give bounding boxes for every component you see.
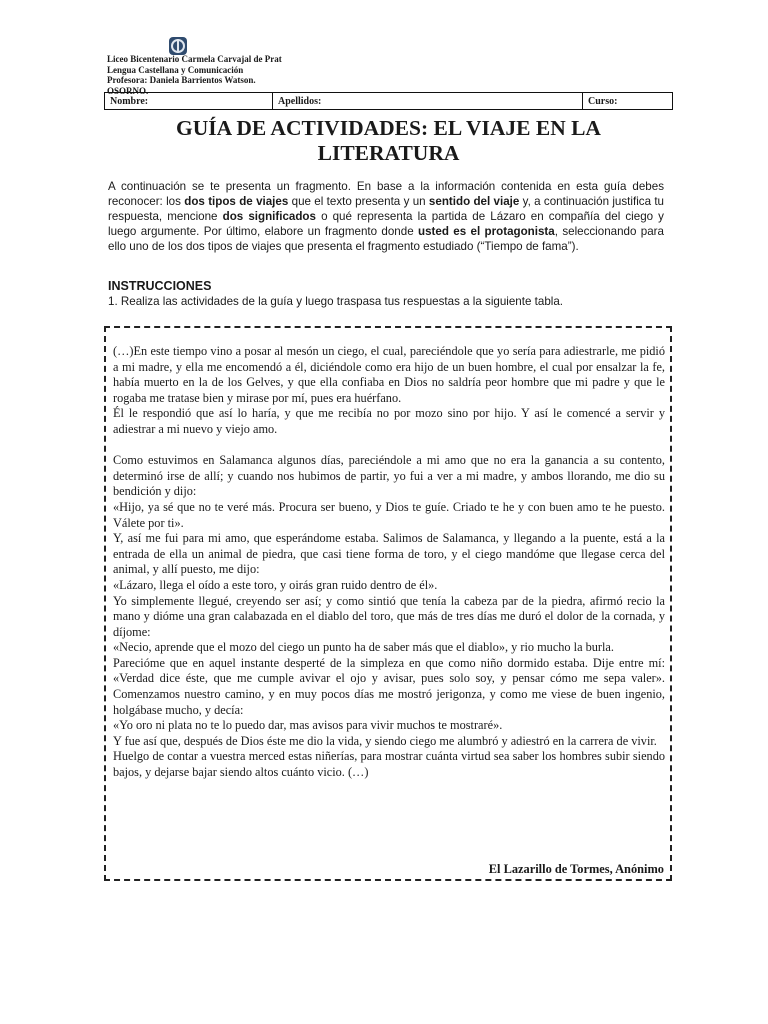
passage-paragraph-4: «Hijo, ya sé que no te veré más. Procura ser bueno, y Dios te guíe. Criado te he y con buen amo te he puesto. Válete por ti». (113, 499, 665, 530)
instructions-heading: INSTRUCCIONES (108, 279, 212, 293)
passage-paragraph-8: «Necio, aprende que el mozo del ciego un punto ha de saber más que el diablo», y rio mucho la burla. (113, 640, 614, 655)
intro-bold-1: dos tipos de viajes (184, 195, 289, 208)
passage-paragraph-1: (…)En este tiempo vino a posar al mesón un ciego, el cual, pareciéndole que yo sería para adiestrarle, me pidió a mi madre, y ella me encomendó a él, diciéndole como era hijo de un buen hombre, el cual por ensalzar la fe, había muerto en la de los Gelves, y que ella confiaba en Dios no saldría peor hombre que mi padre y que le rogaba me tratase bien y mirase por mí, pues era huérfano. (113, 344, 665, 405)
teacher-name: Profesora: Daniela Barrientos Watson. (107, 75, 256, 85)
school-crest-icon (168, 36, 188, 56)
school-header (107, 54, 282, 96)
passage-source: El Lazarillo de Tormes, Anónimo (488, 862, 664, 876)
intro-paragraph (108, 179, 664, 254)
city-name: OSORNO. (107, 85, 149, 96)
intro-text-1: A continuación se te presenta un fragmento. En base a la información contenida en esta guía debes reconocer: los (108, 180, 664, 208)
passage-paragraph-2: Él le respondió que así lo haría, y que me recibía no por mozo sino por hijo. Y así le comencé a servir y adiestrar a mi nuevo y viejo amo. (113, 406, 665, 436)
passage-text (113, 344, 665, 781)
student-info-row (104, 92, 673, 110)
passage-paragraph-9: Parecióme que en aquel instante desperté de la simpleza en que como niño dormido estaba. Dije entre mí: «Verdad dice éste, que me cumple avivar el ojo y avisar, pues solo soy, y pensar cómo me sepa valer». Comenzamos nuestro camino, y en muy pocos días me mostró jerigonza, y como me viese de buen ingenio, holgábase mucho, y decía: (113, 655, 665, 717)
page-title (104, 116, 673, 166)
passage-paragraph-7: Yo simplemente llegué, creyendo ser así; y como sintió que tenía la cabeza par de la piedra, afirmó recio la mano y dióme una gran calabazada en el diablo del toro, que más de tres días me duró el dolor de la cornada, y díjome: (113, 593, 665, 639)
passage-paragraph-6: «Lázaro, llega el oído a este toro, y oirás gran ruido dentro de él». (113, 577, 438, 592)
paragraph-gap (113, 438, 665, 454)
intro-bold-2: sentido del viaje (428, 195, 520, 208)
intro-text-4: o qué representa la partida de Lázaro en compañía del ciego y luego argumente. Por último, elabore un fragmento donde (108, 210, 664, 238)
surname-field[interactable]: Apellidos: (273, 93, 583, 109)
passage-paragraph-5: Y, así me fui para mi amo, que esperándome estaba. Salimos de Salamanca, y llegando a la puente, está a la entrada de ella un animal de piedra, que casi tiene forma de toro, y el ciego mandóme que llegase cerca del animal, y allí puesto, me dijo: (113, 531, 665, 577)
intro-bold-3: dos significados (222, 210, 316, 223)
intro-text-2: que el texto presenta y un (288, 195, 429, 208)
school-name: Liceo Bicentenario Carmela Carvajal de Prat (107, 54, 282, 64)
subject-name: Lengua Castellana y Comunicación (107, 64, 244, 75)
passage-paragraph-10: «Yo oro ni plata no te lo puedo dar, mas avisos para vivir muchos te mostraré». (113, 718, 503, 733)
intro-text-3: y, a continuación justifica tu respuesta, mencione (108, 195, 665, 223)
title-line-1: GUÍA DE ACTIVIDADES: EL VIAJE EN LA (176, 116, 601, 140)
title-line-2: LITERATURA (317, 141, 460, 165)
passage-paragraph-12: Huelgo de contar a vuestra merced estas niñerías, para mostrar cuánta virtud sea saber los hombres subir siendo bajos, y dejarse bajar siendo altos cuánto vicio. (…) (113, 749, 665, 780)
instruction-item-1: 1. Realiza las actividades de la guía y luego traspasa tus respuestas a la siguiente tabla. (108, 295, 564, 308)
intro-bold-4: usted es el protagonista (418, 225, 555, 238)
name-field[interactable]: Nombre: (105, 93, 273, 109)
intro-text-5: , seleccionando para ello uno de los dos tipos de viajes que presenta el fragmento estudiado (“Tiempo de fama”). (108, 225, 664, 253)
course-field[interactable]: Curso: (588, 96, 618, 107)
passage-paragraph-3: Como estuvimos en Salamanca algunos días, pareciéndole a mi amo que no era la ganancia a su contento, determinó irse de allí; y cuando nos hubimos de partir, yo fui a ver a mi madre, y ambos llorando, me dio su bendición y dijo: (113, 453, 665, 499)
passage-paragraph-11: Y fue así que, después de Dios éste me dio la vida, y siendo ciego me alumbró y adiestró en la carrera de vivir. (113, 733, 657, 748)
